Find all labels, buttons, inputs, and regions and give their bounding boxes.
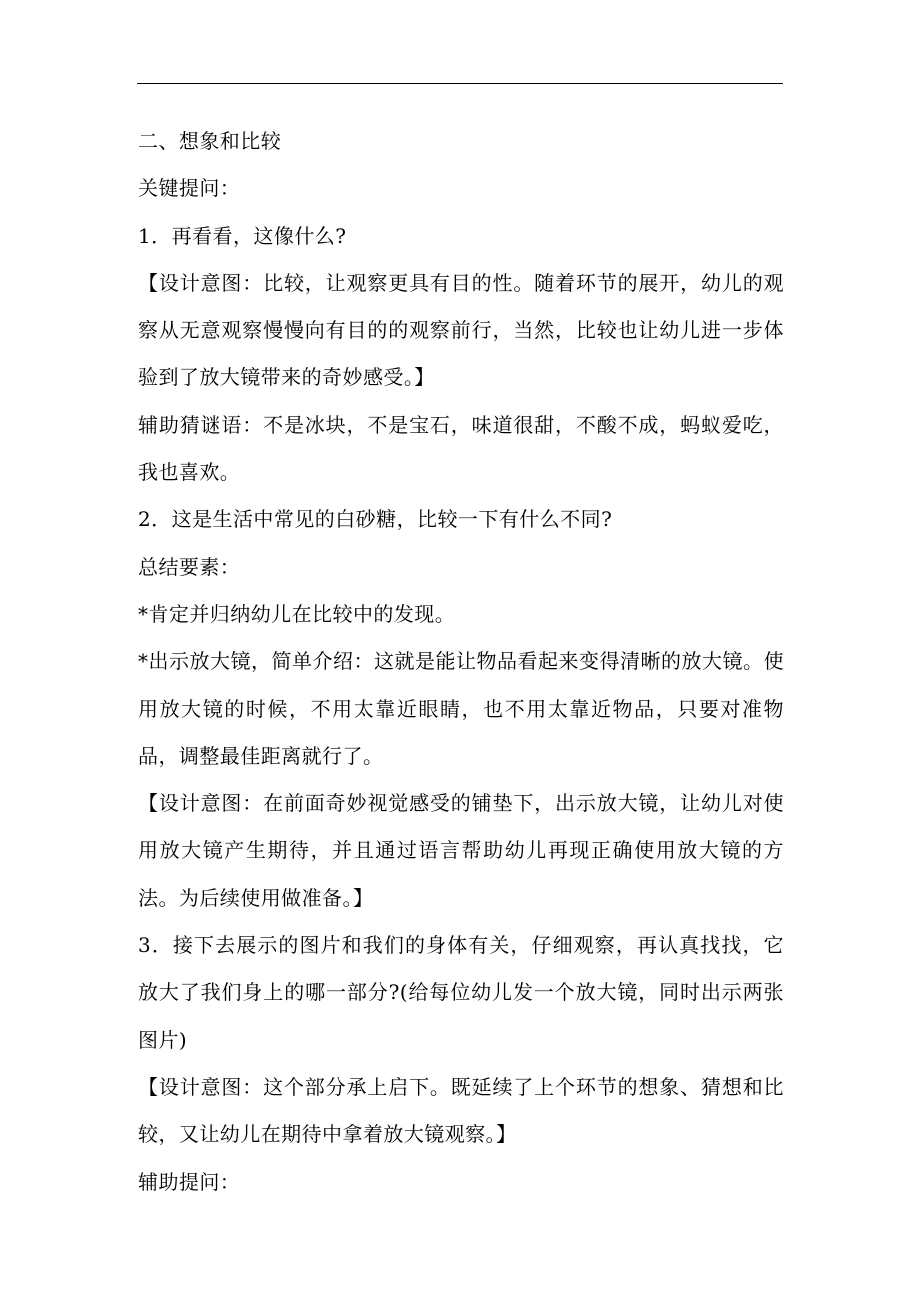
paragraph: *出示放大镜，简单介绍：这就是能让物品看起来变得清晰的放大镜。使用放大镜的时候，不用太靠近眼睛，也不用太靠近物品，只要对准物品，调整最佳距离就行了。 <box>138 649 784 768</box>
header-rule <box>137 83 783 84</box>
section-heading: 二、想象和比较 <box>138 129 282 153</box>
paragraph: 辅助提问： <box>138 1169 241 1194</box>
paragraph: 关键提问： <box>138 176 241 201</box>
paragraph: *肯定并归纳幼儿在比较中的发现。 <box>138 601 456 626</box>
paragraph: 【设计意图：比较，让观察更具有目的性。随着环节的展开，幼儿的观察从无意观察慢慢向有目的的观察前行，当然，比较也让幼儿进一步体验到了放大镜带来的奇妙感受。】 <box>138 270 784 390</box>
paragraph: 2．这是生活中常见的白砂糖，比较一下有什么不同? <box>138 507 613 532</box>
paragraph: 【设计意图：这个部分承上启下。既延续了上个环节的想象、猜想和比较，又让幼儿在期待中拿着放大镜观察。】 <box>138 1074 784 1147</box>
paragraph: 辅助猜谜语：不是冰块，不是宝石，味道很甜，不酸不成，蚂蚁爱吃，我也喜欢。 <box>138 412 784 485</box>
paragraph: 【设计意图：在前面奇妙视觉感受的铺垫下，出示放大镜，让幼儿对使用放大镜产生期待，并且通过语言帮助幼儿再现正确使用放大镜的方法。为后续使用做准备。】 <box>138 791 784 910</box>
paragraph: 1．再看看，这像什么? <box>138 223 347 248</box>
document-body <box>138 118 784 1206</box>
paragraph: 3．接下去展示的图片和我们的身体有关，仔细观察，再认真找找，它放大了我们身上的哪一部分?(给每位幼儿发一个放大镜，同时出示两张图片) <box>138 933 784 1052</box>
paragraph: 总结要素： <box>138 554 241 579</box>
